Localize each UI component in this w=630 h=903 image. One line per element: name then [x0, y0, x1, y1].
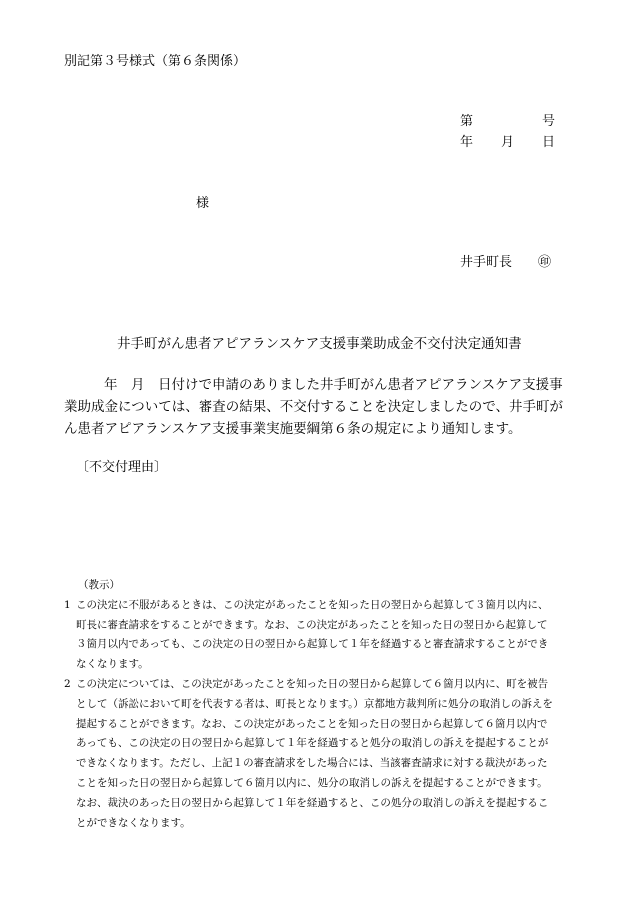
instruction-text: この決定に不服があるときは、この決定があったことを知った日の翌日から起算して３箇月以内に、町長に審査請求をすることができます。なお、この決定があったことを知った日の翌日から起算して３箇月以内であっても、この決定の日の翌日から起算して１年を経過すると審査請求することができなくなります。	[76, 598, 549, 671]
date-year: 年	[460, 135, 474, 150]
instruction-text: この決定については、この決定があったことを知った日の翌日から起算して６箇月以内に、町を被告として（訴訟において町を代表する者は、町長となります。）京都地方裁判所に処分の取消しの訴えを提起することができます。なお、この決定があったことを知った日の翌日から起算して６箇月以内であっても、この決定の日の翌日から起算して１年を経過すると処分の取消しの訴えを提起することができなくなります。ただし、上記１の審査請求をした場合には、当該審査請求に対する裁決があったことを知った日の翌日から起算して６箇月以内に、処分の取消しの訴えを提起することができます。なお、裁決のあった日の翌日から起算して１年を経過すると、この処分の取消しの訴えを提起することができなくなります。	[76, 677, 553, 829]
date-month: 月	[500, 135, 514, 150]
instruction-item	[64, 675, 554, 833]
body-text: 年 月 日付けで申請のありました井手町がん患者アピアランスケア支援事業助成金については、審査の結果、不交付することを決定しましたので、井手町がん患者アピアランスケア支援事業実施要綱第６条の規定により通知します。	[64, 377, 563, 437]
issuer	[460, 251, 551, 270]
instruction-number: 2	[64, 677, 71, 690]
instructions-heading: （教示）	[78, 579, 120, 591]
reason-heading: 〔不交付理由〕	[76, 460, 168, 475]
doc-number-prefix: 第	[460, 114, 474, 129]
instructions-section	[64, 576, 554, 833]
instruction-item	[64, 596, 554, 675]
issue-date	[460, 131, 555, 150]
form-label: 別記第３号様式（第６条関係）	[64, 54, 247, 69]
date-day: 日	[541, 135, 555, 150]
addressee: 様	[196, 196, 210, 211]
doc-number-suffix: 号	[541, 114, 555, 129]
instruction-number: 1	[64, 598, 71, 611]
seal-mark: ㊞	[538, 255, 552, 270]
document-title: 井手町がん患者アピアランスケア支援事業助成金不交付決定通知書	[117, 336, 522, 352]
document-number	[460, 110, 555, 129]
issuer-name: 井手町長	[460, 255, 513, 270]
